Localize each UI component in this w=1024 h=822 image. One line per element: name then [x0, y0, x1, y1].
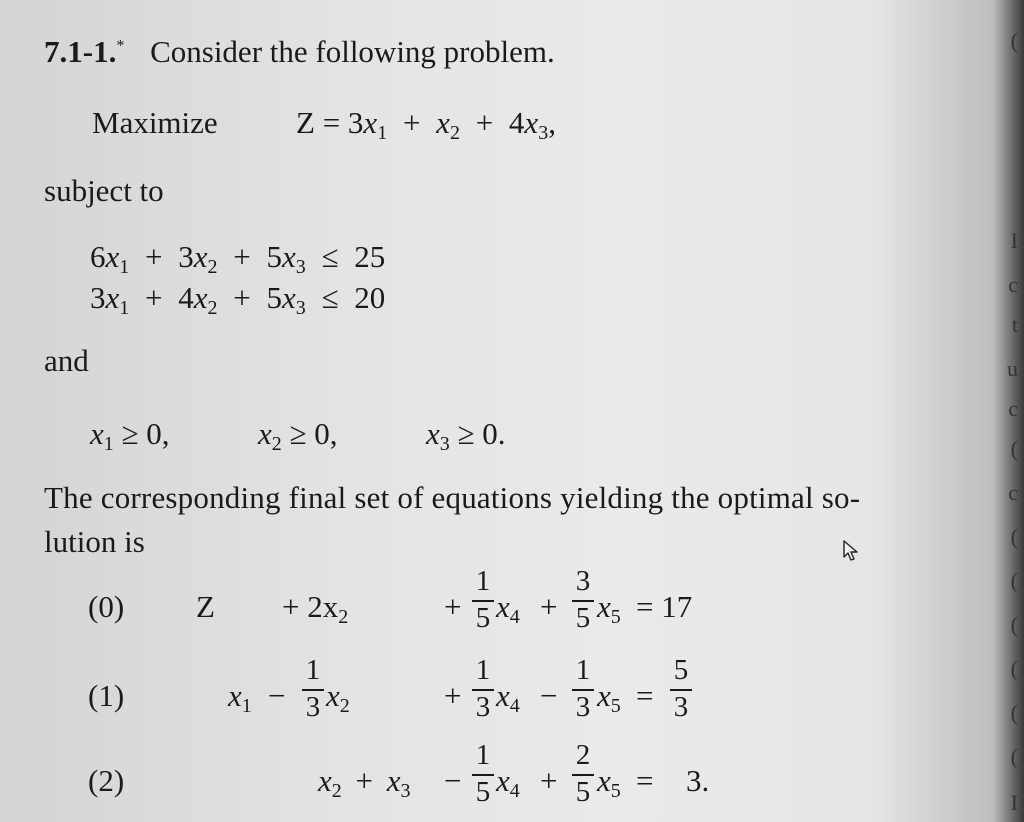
- eq2-frac-1-num: 1: [475, 739, 491, 771]
- eq0-x4: [496, 591, 520, 627]
- eq2-minus-1: −: [444, 763, 462, 798]
- eq2-x4-var: x: [496, 763, 510, 798]
- objective-sub-1: 1: [377, 122, 388, 144]
- objective-sub-2: 2: [449, 122, 460, 144]
- eq2-x5-var: x: [597, 763, 611, 798]
- eq1-x5-sub: 5: [610, 695, 621, 717]
- eq1-frac-0-den: 3: [305, 691, 321, 723]
- objective-z: Z: [296, 105, 315, 140]
- eq1-rhs-num: 5: [673, 654, 689, 686]
- edge-glyph: (: [1010, 612, 1018, 637]
- edge-glyph: (: [1010, 656, 1018, 681]
- constraint-1-rhs: 25: [354, 239, 386, 274]
- eq1-frac-2-den: 3: [575, 691, 591, 723]
- eq2-x3-sub: 3: [400, 780, 411, 802]
- nonneg-x1-var: x: [90, 416, 104, 451]
- eq0-plus-1: +: [444, 589, 462, 624]
- objective-plus-2: +: [475, 105, 494, 140]
- nonneg-x1-sub: 1: [103, 433, 114, 455]
- nonneg-x2: [258, 418, 338, 454]
- nonneg-x1-rel: ≥ 0,: [121, 416, 170, 451]
- problem-star: *: [116, 37, 125, 55]
- eq1-rhs-den: 3: [673, 691, 689, 723]
- nonneg-x3-var: x: [426, 416, 440, 451]
- eq1-minus-1: −: [268, 678, 286, 713]
- eq0-plus-2: +: [540, 589, 558, 624]
- eq1-x2-sub: 2: [339, 695, 350, 717]
- eq1-x1: [228, 680, 252, 716]
- constraint-2-s2: 2: [207, 297, 218, 319]
- eq1-label: (1): [88, 678, 125, 713]
- eq2-frac-2-num: 2: [575, 739, 591, 771]
- edge-glyph: c: [1008, 396, 1018, 421]
- eq0-frac-2-den: 5: [575, 602, 591, 634]
- eq1-x4: [496, 680, 520, 716]
- eq2-frac-2-den: 5: [575, 776, 591, 808]
- constraint-2-v1: x: [105, 280, 120, 315]
- objective-label: Maximize: [92, 105, 218, 140]
- constraint-2-c2: 4: [178, 280, 194, 315]
- problem-intro: Consider the following problem.: [150, 34, 555, 69]
- eq1-x1-var: x: [228, 678, 242, 713]
- eq2-x5-sub: 5: [610, 780, 621, 802]
- problem-heading: [44, 36, 555, 67]
- eq2-frac-2: [572, 741, 594, 807]
- eq2-frac-1: [472, 741, 494, 807]
- objective-var-1: x: [363, 105, 378, 140]
- final-text-line-2: lution is: [44, 524, 145, 559]
- constraint-2-rel: ≤: [321, 280, 339, 315]
- constraint-1-s2: 2: [207, 256, 218, 278]
- eq0-term-x2-sub: 2: [338, 606, 349, 628]
- eq1-frac-0-num: 1: [305, 654, 321, 686]
- eq1-frac-2: [572, 656, 594, 722]
- eq1-equals: =: [636, 678, 654, 713]
- and-label: and: [44, 343, 89, 378]
- eq0-x4-var: x: [496, 589, 510, 624]
- eq1-plus-1: +: [444, 678, 462, 713]
- nonneg-x2-rel: ≥ 0,: [289, 416, 338, 451]
- eq2-plus-2: +: [540, 763, 558, 798]
- edge-glyph: (: [1010, 744, 1018, 769]
- constraint-1-v3: x: [282, 239, 296, 274]
- final-text-line-1: The corresponding final set of equations yielding the optimal so-: [44, 480, 861, 515]
- eq0-frac-1: [472, 567, 494, 633]
- eq1-x1-sub: 1: [241, 695, 252, 717]
- objective-function: [296, 107, 556, 143]
- constraint-2-v2: x: [193, 280, 208, 315]
- nonneg-x2-sub: 2: [271, 433, 282, 455]
- eq0-x4-sub: 4: [509, 606, 520, 628]
- constraint-2-s3: 3: [295, 297, 306, 319]
- edge-glyph: (: [1010, 524, 1018, 549]
- constraint-2-c3: 5: [266, 280, 282, 315]
- eq0-frac-2: [572, 567, 594, 633]
- edge-glyph: I: [1010, 790, 1018, 815]
- objective-comma: ,: [548, 105, 556, 140]
- eq0-x5: [597, 591, 621, 627]
- constraint-2-rhs: 20: [354, 280, 386, 315]
- eq2-x2-var: x: [318, 763, 332, 798]
- eq0-rhs: = 17: [636, 589, 693, 624]
- edge-glyph: (: [1010, 436, 1018, 461]
- objective-var-3: x: [524, 105, 539, 140]
- eq2-x2-sub: 2: [331, 780, 342, 802]
- eq1-frac-1-num: 1: [475, 654, 491, 686]
- eq2-x2-x3: [318, 765, 411, 801]
- problem-number: 7.1-1.: [44, 34, 117, 69]
- constraint-2-plus2: +: [233, 280, 251, 315]
- eq1-x4-sub: 4: [509, 695, 520, 717]
- nonneg-x3-rel: ≥ 0.: [457, 416, 506, 451]
- eq1-frac-0: [302, 656, 324, 722]
- eq2-equals: =: [636, 763, 654, 798]
- objective-coef-1: 3: [347, 105, 364, 140]
- edge-glyph: (: [1010, 700, 1018, 725]
- eq0-term-x2-text: + 2x: [282, 589, 339, 624]
- constraint-1-s1: 1: [119, 256, 130, 278]
- constraint-1-v2: x: [193, 239, 208, 274]
- edge-glyph: (: [1010, 568, 1018, 593]
- constraint-1-rel: ≤: [321, 239, 339, 274]
- eq1-frac-2-num: 1: [575, 654, 591, 686]
- eq2-label: (2): [88, 763, 125, 798]
- eq2-frac-1-den: 5: [475, 776, 491, 808]
- eq0-z: Z: [196, 589, 215, 624]
- eq1-x4-var: x: [496, 678, 510, 713]
- eq0-frac-1-den: 5: [475, 602, 491, 634]
- constraint-2-plus1: +: [145, 280, 163, 315]
- eq2-x4-sub: 4: [509, 780, 520, 802]
- subject-to-label: subject to: [44, 173, 164, 208]
- eq2-plus-0: +: [355, 763, 373, 798]
- constraint-2: [90, 282, 385, 318]
- constraint-2-v3: x: [282, 280, 296, 315]
- objective-equals: =: [322, 105, 341, 140]
- constraint-2-s1: 1: [119, 297, 130, 319]
- eq1-x2: [326, 680, 350, 716]
- edge-glyph: u: [1007, 356, 1018, 381]
- eq0-frac-1-num: 1: [475, 565, 491, 597]
- eq1-x2-var: x: [326, 678, 340, 713]
- constraint-1: [90, 241, 385, 277]
- eq2-x3-var: x: [386, 763, 401, 798]
- nonneg-x2-var: x: [258, 416, 272, 451]
- constraint-1-plus2: +: [233, 239, 251, 274]
- constraint-2-c1: 3: [90, 280, 106, 315]
- objective-sub-3: 3: [538, 122, 549, 144]
- eq1-minus-2: −: [540, 678, 558, 713]
- constraint-1-v1: x: [105, 239, 120, 274]
- eq1-x5-var: x: [597, 678, 611, 713]
- eq0-label: (0): [88, 589, 125, 624]
- edge-glyph: (: [1010, 28, 1018, 53]
- eq0-term-x2: [282, 591, 348, 627]
- edge-glyph: t: [1011, 312, 1018, 337]
- objective-plus-1: +: [402, 105, 421, 140]
- mouse-cursor-icon: [843, 540, 859, 562]
- nonneg-x1: [90, 418, 170, 454]
- nonneg-x3: [426, 418, 506, 454]
- constraint-1-c3: 5: [266, 239, 282, 274]
- constraint-1-s3: 3: [295, 256, 306, 278]
- objective-var-2: x: [436, 105, 450, 140]
- edge-glyph: c: [1008, 272, 1018, 297]
- constraint-1-c1: 6: [90, 239, 106, 274]
- eq2-rhs: 3.: [686, 763, 710, 798]
- eq0-frac-2-num: 3: [575, 565, 591, 597]
- edge-glyph: I: [1010, 228, 1018, 253]
- eq0-x5-sub: 5: [610, 606, 621, 628]
- eq1-x5: [597, 680, 621, 716]
- constraint-1-c2: 3: [178, 239, 194, 274]
- eq2-x5: [597, 765, 621, 801]
- eq0-x5-var: x: [597, 589, 611, 624]
- edge-glyph: c: [1008, 480, 1018, 505]
- objective-coef-3: 4: [508, 105, 525, 140]
- nonneg-x3-sub: 3: [439, 433, 450, 455]
- eq1-frac-1: [472, 656, 494, 722]
- eq2-x4: [496, 765, 520, 801]
- constraint-1-plus1: +: [145, 239, 163, 274]
- eq1-rhs-frac: [670, 656, 692, 722]
- eq1-frac-1-den: 3: [475, 691, 491, 723]
